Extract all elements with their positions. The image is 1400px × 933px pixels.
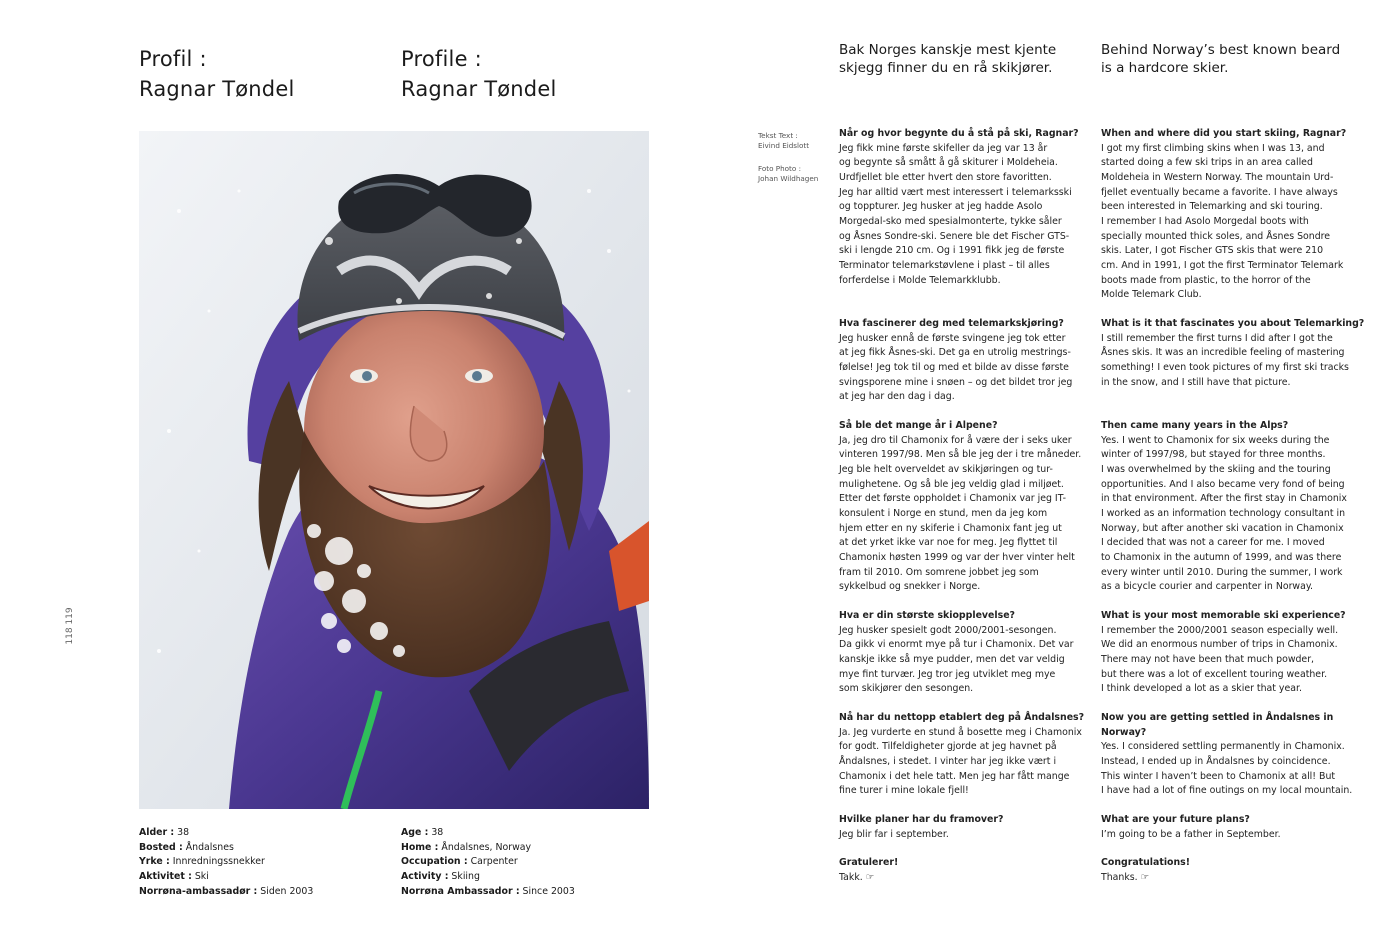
- answer-line: skis. Later, I got Fischer GTS skis that were 210: [1101, 245, 1324, 257]
- fact-label: Yrke :: [139, 856, 170, 868]
- title-norwegian: [139, 44, 295, 104]
- qa-block: [1101, 419, 1347, 595]
- qa-block: [1101, 711, 1352, 799]
- qa-block: [1101, 609, 1346, 697]
- fact-label: Alder :: [139, 827, 175, 838]
- answer-line: forferdelse i Molde Telemarkklubb.: [839, 274, 1001, 286]
- answer-line: fine turer i mine lokale fjell!: [839, 785, 969, 797]
- answer-line: mye fint turvær. Jeg tror jeg utviklet meg mye: [839, 668, 1056, 680]
- answer-line: Jeg husker ennå de første svingene jeg tok etter: [839, 332, 1066, 344]
- fact-row: [139, 855, 313, 870]
- answer-line: Yes. I considered settling permanently in Chamonix.: [1101, 741, 1345, 753]
- fact-row: [401, 870, 575, 885]
- qa-block: [839, 856, 898, 885]
- fact-label: Age :: [401, 827, 429, 838]
- qa-block: [839, 813, 1003, 842]
- qa-block: [1101, 813, 1281, 842]
- answer-line: cm. And in 1991, I got the first Terminator Telemark: [1101, 259, 1344, 271]
- credit-photo-label: Foto Photo :: [758, 164, 801, 173]
- fact-row: [401, 841, 575, 856]
- answer-line: Da gikk vi enormt mye på tur i Chamonix. Det var: [839, 639, 1074, 651]
- fact-label: Occupation :: [401, 856, 468, 868]
- answer-line: at jeg fikk Åsnes-ski. Det ga en utrolig mestrings-: [839, 347, 1071, 359]
- fact-label: Bosted :: [139, 841, 183, 853]
- question: Gratulerer!: [839, 857, 899, 868]
- fact-row: [401, 855, 575, 870]
- answer-line: Moldeheia in Western Norway. The mountain Urd-: [1101, 171, 1334, 183]
- answer-line: I remember the 2000/2001 season especially well.: [1101, 624, 1339, 636]
- facts-english: [401, 826, 575, 899]
- qa-column-norwegian: [839, 127, 1089, 897]
- answer-line: Yes. I went to Chamonix for six weeks during the: [1101, 434, 1330, 446]
- answer-line: as a bicycle courier and carpenter in Norway.: [1101, 581, 1314, 593]
- answer-line: at det yrket ikke var noe for meg. Jeg flyttet til: [839, 537, 1058, 549]
- question: Nå har du nettopp etablert deg på Åndalsnes?: [839, 712, 1085, 723]
- credits: [758, 131, 818, 184]
- question: Hva fascinerer deg med telemarkskjøring?: [839, 318, 1064, 329]
- question: Når og hvor begynte du å stå på ski, Ragnar?: [839, 128, 1079, 139]
- answer-line: Jeg har alltid vært mest interessert i telemarksski: [839, 186, 1072, 198]
- answer-line: Jeg husker spesielt godt 2000/2001-sesongen.: [839, 624, 1057, 636]
- intro-en-line-2: is a hardcore skier.: [1101, 60, 1229, 76]
- question: Hvilke planer har du framover?: [839, 814, 1004, 825]
- title-en-line-2: Ragnar Tøndel: [401, 77, 557, 101]
- fact-value: Since 2003: [519, 885, 575, 897]
- qa-block: [1101, 127, 1346, 303]
- answer-line: I think developed a lot as a skier that year.: [1101, 683, 1302, 695]
- fact-label: Norrøna-ambassadør :: [139, 885, 258, 897]
- fact-label: Aktivitet :: [139, 870, 192, 882]
- qa-block: [1101, 856, 1190, 885]
- question: Then came many years in the Alps?: [1101, 420, 1289, 431]
- answer-line: fram til 2010. Om somrene jobbet jeg som: [839, 566, 1039, 578]
- answer-line: ski i lengde 210 cm. Og i 1991 fikk jeg de første: [839, 245, 1065, 257]
- fact-value: Carpenter: [467, 856, 518, 868]
- question: Hva er din største skiopplevelse?: [839, 610, 1015, 621]
- fact-value: 38: [174, 827, 190, 838]
- credit-text-label: Tekst Text :: [758, 131, 798, 140]
- answer-line: to Chamonix in the autumn of 1999, and was there: [1101, 551, 1342, 563]
- answer-line: svingsporene mine i snøen – og det bildet tror jeg: [839, 376, 1073, 388]
- answer-line: Instead, I ended up in Åndalsnes by coincidence.: [1101, 755, 1331, 767]
- qa-block: [839, 419, 1081, 595]
- answer-line: Jeg fikk mine første skifeller da jeg var 13 år: [839, 142, 1048, 154]
- answer-line: in that environment. After the first stay in Chamonix: [1101, 493, 1347, 505]
- credit-text-name: Eivind Eidslott: [758, 141, 810, 150]
- fact-row: [401, 826, 575, 841]
- answer-line: I’m going to be a father in September.: [1101, 828, 1281, 840]
- intro-norwegian: [839, 41, 1056, 77]
- question: What is your most memorable ski experience?: [1101, 610, 1346, 621]
- fact-label: Activity :: [401, 870, 449, 882]
- answer-line: There may not have been that much powder,: [1101, 653, 1315, 665]
- answer-line: something! I even took pictures of my first ski tracks: [1101, 361, 1349, 373]
- question: Now you are getting settled in Åndalsnes in: [1101, 712, 1334, 723]
- fact-row: [139, 826, 313, 841]
- answer-line: Chamonix høsten 1999 og var der hver vinter helt: [839, 551, 1075, 563]
- title-en-line-1: Profile :: [401, 47, 482, 71]
- question: What are your future plans?: [1101, 814, 1250, 825]
- answer-line: kanskje ikke så mye pudder, men det var veldig: [839, 653, 1065, 665]
- intro-no-line-2: skjegg finner du en rå skikjører.: [839, 60, 1053, 76]
- title-no-line-1: Profil :: [139, 47, 207, 71]
- answer-line: Thanks. ☞: [1101, 871, 1150, 883]
- answer-line: This winter I haven’t been to Chamonix at all! But: [1101, 770, 1336, 782]
- answer-line: Jeg ble helt overveldet av skikjøringen og tur-: [839, 463, 1053, 475]
- credit-photo-name: Johan Wildhagen: [758, 174, 819, 183]
- title-english: [401, 44, 557, 104]
- answer-line: been interested in Telemarking and ski touring.: [1101, 201, 1323, 213]
- fact-value: 38: [428, 827, 444, 838]
- title-no-line-2: Ragnar Tøndel: [139, 77, 295, 101]
- answer-line: I worked as an information technology consultant in: [1101, 507, 1346, 519]
- qa-block: [839, 127, 1079, 288]
- answer-line: I decided that was not a career for me. I moved: [1101, 537, 1325, 549]
- qa-block: [1101, 317, 1364, 390]
- fact-value: Åndalsnes, Norway: [438, 841, 532, 853]
- answer-line: every winter until 2010. During the summer, I work: [1101, 566, 1343, 578]
- qa-block: [839, 711, 1084, 799]
- answer-line: mulighetene. Og så ble jeg veldig glad i miljøet.: [839, 478, 1064, 490]
- intro-en-line-1: Behind Norway’s best known beard: [1101, 42, 1341, 58]
- question: Norway?: [1101, 726, 1147, 738]
- answer-line: Ja, jeg dro til Chamonix for å være der i seks uker: [839, 434, 1072, 446]
- answer-line: og Åsnes Sondre-ski. Senere ble det Fischer GTS-: [839, 230, 1070, 242]
- fact-row: [401, 885, 575, 900]
- answer-line: started doing a few ski trips in an area called: [1101, 157, 1313, 169]
- answer-line: Urdfjellet ble etter hvert den store favoritten.: [839, 171, 1052, 183]
- answer-line: I got my first climbing skins when I was 13, and: [1101, 142, 1325, 154]
- answer-line: We did an enormous number of trips in Chamonix.: [1101, 639, 1338, 651]
- answer-line: I still remember the first turns I did after I got the: [1101, 332, 1333, 344]
- answer-line: Takk. ☞: [839, 871, 875, 883]
- answer-line: hjem etter en ny skiferie i Chamonix fant jeg ut: [839, 522, 1062, 534]
- answer-line: winter of 1997/98, but stayed for three months.: [1101, 449, 1326, 461]
- qa-block: [839, 609, 1073, 697]
- answer-line: Jeg blir far i september.: [839, 828, 949, 840]
- fact-value: Åndalsnes: [182, 841, 234, 853]
- answer-line: Åndalsnes, i stedet. I vinter har jeg ikke vært i: [839, 755, 1057, 767]
- fact-value: Skiing: [448, 870, 480, 882]
- answer-line: Chamonix i det hele tatt. Men jeg har fått mange: [839, 770, 1070, 782]
- answer-line: I remember I had Asolo Morgedal boots with: [1101, 215, 1309, 227]
- answer-line: Terminator telemarkstøvlene i plast – til alles: [839, 259, 1050, 271]
- answer-line: som skikjører den sesongen.: [839, 683, 974, 695]
- qa-block: [839, 317, 1072, 405]
- fact-row: [139, 841, 313, 856]
- answer-line: at jeg har den dag i dag.: [839, 391, 955, 403]
- answer-line: og begynte så smått å gå skiturer i Moldeheia.: [839, 157, 1058, 169]
- qa-column-english: [1101, 127, 1365, 897]
- fact-value: Siden 2003: [257, 885, 314, 897]
- answer-line: konsulent i Norge en stund, men da jeg kom: [839, 507, 1048, 519]
- answer-line: vinteren 1997/98. Men så ble jeg der i tre måneder.: [839, 449, 1082, 461]
- question: When and where did you start skiing, Ragnar?: [1101, 128, 1347, 139]
- fact-value: Innredningssnekker: [169, 856, 265, 868]
- answer-line: Molde Telemark Club.: [1101, 289, 1202, 301]
- intro-no-line-1: Bak Norges kanskje mest kjente: [839, 42, 1057, 58]
- answer-line: Norway, but after another ski vacation in Chamonix: [1101, 522, 1344, 534]
- question: Congratulations!: [1101, 857, 1191, 868]
- answer-line: Morgedal-sko med spesialmonterte, tykke såler: [839, 215, 1062, 227]
- portrait-photo: [139, 131, 649, 809]
- answer-line: fjellet eventually became a favorite. I have always: [1101, 186, 1338, 198]
- answer-line: Etter det første oppholdet i Chamonix var jeg IT-: [839, 493, 1066, 505]
- answer-line: og toppturer. Jeg husker at jeg hadde Asolo: [839, 201, 1043, 213]
- answer-line: for godt. Tilfeldigheter gjorde at jeg havnet på: [839, 741, 1057, 753]
- answer-line: specially mounted thick soles, and Åsnes Sondre: [1101, 230, 1331, 242]
- fact-label: Norrøna Ambassador :: [401, 885, 520, 897]
- fact-label: Home :: [401, 841, 439, 853]
- answer-line: Ja. Jeg vurderte en stund å bosette meg i Chamonix: [839, 726, 1082, 738]
- fact-row: [139, 870, 313, 885]
- question: What is it that fascinates you about Telemarking?: [1101, 318, 1365, 329]
- answer-line: I have had a lot of fine outings on my local mountain.: [1101, 785, 1353, 797]
- answer-line: Åsnes skis. It was an incredible feeling of mastering: [1101, 347, 1345, 359]
- answer-line: in the snow, and I still have that picture.: [1101, 376, 1291, 388]
- fact-value: Ski: [191, 870, 209, 882]
- answer-line: boots made from plastic, to the horror of the: [1101, 274, 1311, 286]
- answer-line: I was overwhelmed by the skiing and the touring: [1101, 463, 1331, 475]
- intro-english: [1101, 41, 1340, 77]
- question: Så ble det mange år i Alpene?: [839, 420, 998, 431]
- answer-line: sykkelbud og snekker i Norge.: [839, 581, 981, 593]
- answer-line: opportunities. And I also became very fond of being: [1101, 478, 1345, 490]
- answer-line: but there was a lot of excellent touring weather.: [1101, 668, 1328, 680]
- fact-row: [139, 885, 313, 900]
- facts-norwegian: [139, 826, 313, 899]
- page-numbers: 118 119: [65, 607, 75, 645]
- answer-line: følelse! Jeg tok til og med et bilde av disse første: [839, 361, 1069, 373]
